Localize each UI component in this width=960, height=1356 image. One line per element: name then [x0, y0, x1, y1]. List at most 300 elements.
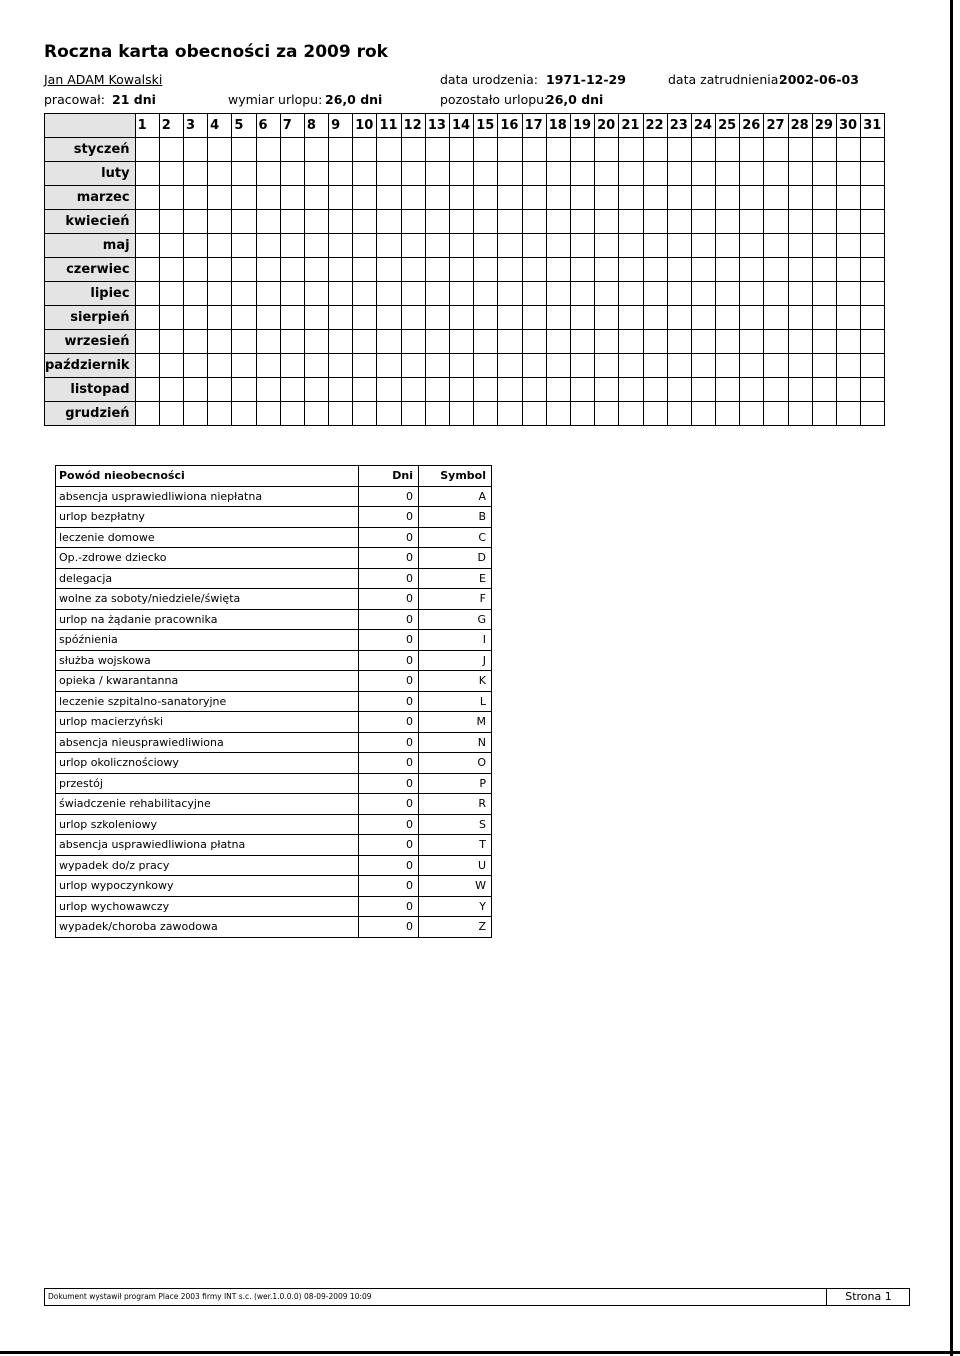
day-cell	[159, 162, 183, 186]
day-cell	[329, 354, 353, 378]
day-cell	[280, 210, 304, 234]
symbol-column-header: Symbol	[419, 466, 492, 487]
day-cell	[812, 234, 836, 258]
day-cell	[256, 378, 280, 402]
hire-date-value: 2002-06-03	[779, 72, 859, 87]
day-cell	[788, 330, 812, 354]
days-cell: 0	[359, 876, 419, 897]
day-cell	[353, 354, 377, 378]
day-cell	[788, 282, 812, 306]
symbol-cell: P	[419, 773, 492, 794]
day-cell	[183, 378, 207, 402]
reason-cell: absencja nieusprawiedliwiona	[56, 732, 359, 753]
day-header: 28	[788, 114, 812, 138]
table-row	[56, 712, 492, 733]
day-cell	[280, 258, 304, 282]
day-cell	[595, 234, 619, 258]
day-cell	[643, 234, 667, 258]
day-cell	[764, 354, 788, 378]
day-cell	[570, 378, 594, 402]
month-row	[45, 258, 885, 282]
day-cell	[691, 210, 715, 234]
days-cell: 0	[359, 814, 419, 835]
day-cell	[232, 258, 256, 282]
day-cell	[208, 306, 232, 330]
day-cell	[377, 234, 401, 258]
day-cell	[740, 306, 764, 330]
day-cell	[353, 282, 377, 306]
day-cell	[667, 234, 691, 258]
month-row	[45, 306, 885, 330]
day-cell	[522, 330, 546, 354]
symbol-cell: B	[419, 507, 492, 528]
symbol-cell: N	[419, 732, 492, 753]
day-cell	[329, 138, 353, 162]
day-cell	[643, 282, 667, 306]
day-cell	[667, 330, 691, 354]
month-row	[45, 402, 885, 426]
day-cell	[450, 330, 474, 354]
day-cell	[716, 210, 740, 234]
day-cell	[691, 258, 715, 282]
month-row	[45, 186, 885, 210]
symbol-cell: S	[419, 814, 492, 835]
day-cell	[450, 378, 474, 402]
day-cell	[740, 402, 764, 426]
day-cell	[861, 186, 885, 210]
day-cell	[208, 354, 232, 378]
day-cell	[740, 282, 764, 306]
day-cell	[522, 258, 546, 282]
day-cell	[377, 138, 401, 162]
day-cell	[522, 402, 546, 426]
table-row	[56, 753, 492, 774]
table-row	[56, 814, 492, 835]
day-cell	[498, 162, 522, 186]
table-row	[56, 917, 492, 938]
day-cell	[522, 210, 546, 234]
day-cell	[450, 138, 474, 162]
day-cell	[837, 354, 861, 378]
day-cell	[740, 210, 764, 234]
day-cell	[522, 354, 546, 378]
month-label: czerwiec	[45, 258, 136, 282]
day-cell	[474, 282, 498, 306]
day-cell	[280, 186, 304, 210]
day-cell	[208, 378, 232, 402]
day-cell	[401, 138, 425, 162]
day-cell	[740, 186, 764, 210]
day-cell	[812, 186, 836, 210]
day-cell	[498, 378, 522, 402]
day-cell	[353, 306, 377, 330]
day-cell	[667, 186, 691, 210]
day-cell	[353, 210, 377, 234]
day-cell	[861, 210, 885, 234]
days-cell: 0	[359, 671, 419, 692]
day-cell	[256, 162, 280, 186]
day-header: 13	[425, 114, 449, 138]
days-cell: 0	[359, 732, 419, 753]
month-row	[45, 282, 885, 306]
day-cell	[280, 162, 304, 186]
day-cell	[570, 330, 594, 354]
symbol-cell: E	[419, 568, 492, 589]
calendar-corner-cell	[45, 114, 136, 138]
day-cell	[861, 234, 885, 258]
day-cell	[619, 258, 643, 282]
table-row	[56, 548, 492, 569]
birth-date-value: 1971-12-29	[546, 72, 626, 87]
day-cell	[474, 138, 498, 162]
day-cell	[401, 234, 425, 258]
day-cell	[280, 402, 304, 426]
day-cell	[570, 402, 594, 426]
day-cell	[329, 330, 353, 354]
day-header: 7	[280, 114, 304, 138]
day-cell	[570, 210, 594, 234]
day-cell	[522, 306, 546, 330]
table-row	[56, 630, 492, 651]
day-cell	[546, 354, 570, 378]
day-cell	[691, 306, 715, 330]
day-cell	[570, 162, 594, 186]
worked-value: 21 dni	[112, 92, 156, 107]
day-cell	[837, 330, 861, 354]
day-cell	[474, 210, 498, 234]
day-cell	[159, 138, 183, 162]
days-cell: 0	[359, 589, 419, 610]
day-cell	[764, 402, 788, 426]
day-cell	[304, 258, 328, 282]
day-cell	[183, 234, 207, 258]
day-cell	[135, 330, 159, 354]
day-cell	[788, 354, 812, 378]
day-cell	[522, 282, 546, 306]
day-cell	[595, 138, 619, 162]
day-cell	[474, 234, 498, 258]
day-header: 6	[256, 114, 280, 138]
day-cell	[595, 258, 619, 282]
attendance-calendar	[44, 113, 885, 426]
leave-label: wymiar urlopu:	[228, 92, 323, 107]
day-cell	[740, 330, 764, 354]
day-cell	[861, 282, 885, 306]
remaining-leave-value: 26,0 dni	[546, 92, 604, 107]
day-cell	[280, 306, 304, 330]
day-cell	[425, 282, 449, 306]
table-row	[56, 691, 492, 712]
day-cell	[425, 138, 449, 162]
day-cell	[619, 282, 643, 306]
reason-cell: urlop na żądanie pracownika	[56, 609, 359, 630]
day-cell	[329, 402, 353, 426]
day-cell	[619, 186, 643, 210]
day-cell	[667, 306, 691, 330]
day-cell	[353, 234, 377, 258]
day-cell	[764, 186, 788, 210]
day-cell	[304, 162, 328, 186]
day-cell	[280, 330, 304, 354]
day-cell	[208, 402, 232, 426]
symbol-cell: L	[419, 691, 492, 712]
day-header: 23	[667, 114, 691, 138]
day-header: 3	[183, 114, 207, 138]
reason-cell: opieka / kwarantanna	[56, 671, 359, 692]
day-cell	[377, 162, 401, 186]
day-cell	[691, 186, 715, 210]
reason-cell: delegacja	[56, 568, 359, 589]
reason-cell: wolne za soboty/niedziele/święta	[56, 589, 359, 610]
day-cell	[377, 402, 401, 426]
day-header: 21	[619, 114, 643, 138]
day-header: 16	[498, 114, 522, 138]
days-cell: 0	[359, 691, 419, 712]
day-cell	[183, 402, 207, 426]
day-cell	[643, 210, 667, 234]
day-cell	[643, 378, 667, 402]
symbol-cell: A	[419, 486, 492, 507]
reason-cell: urlop wypoczynkowy	[56, 876, 359, 897]
reason-cell: urlop szkoleniowy	[56, 814, 359, 835]
day-cell	[740, 258, 764, 282]
month-label: grudzień	[45, 402, 136, 426]
symbol-cell: M	[419, 712, 492, 733]
day-cell	[135, 258, 159, 282]
day-cell	[232, 330, 256, 354]
day-cell	[135, 378, 159, 402]
day-cell	[546, 186, 570, 210]
day-header: 24	[691, 114, 715, 138]
day-cell	[232, 210, 256, 234]
symbol-cell: U	[419, 855, 492, 876]
day-cell	[450, 210, 474, 234]
days-cell: 0	[359, 548, 419, 569]
day-header: 18	[546, 114, 570, 138]
day-cell	[691, 162, 715, 186]
day-cell	[764, 162, 788, 186]
day-cell	[159, 210, 183, 234]
day-cell	[474, 186, 498, 210]
day-cell	[353, 402, 377, 426]
day-cell	[522, 234, 546, 258]
day-cell	[498, 354, 522, 378]
days-cell: 0	[359, 855, 419, 876]
day-cell	[208, 234, 232, 258]
day-cell	[159, 354, 183, 378]
day-cell	[425, 402, 449, 426]
day-cell	[304, 378, 328, 402]
day-cell	[232, 306, 256, 330]
month-row	[45, 162, 885, 186]
month-label: wrzesień	[45, 330, 136, 354]
day-cell	[546, 162, 570, 186]
day-cell	[474, 354, 498, 378]
day-cell	[595, 282, 619, 306]
day-cell	[788, 186, 812, 210]
symbol-cell: T	[419, 835, 492, 856]
day-cell	[522, 138, 546, 162]
day-cell	[232, 162, 256, 186]
reason-cell: spóźnienia	[56, 630, 359, 651]
day-cell	[667, 138, 691, 162]
day-cell	[643, 162, 667, 186]
day-cell	[353, 258, 377, 282]
day-cell	[159, 306, 183, 330]
day-cell	[377, 354, 401, 378]
day-cell	[643, 402, 667, 426]
days-cell: 0	[359, 630, 419, 651]
reason-cell: leczenie domowe	[56, 527, 359, 548]
symbol-cell: J	[419, 650, 492, 671]
day-cell	[498, 138, 522, 162]
day-cell	[667, 402, 691, 426]
day-cell	[183, 306, 207, 330]
day-header: 12	[401, 114, 425, 138]
day-header: 31	[861, 114, 885, 138]
symbol-cell: Y	[419, 896, 492, 917]
table-row	[56, 794, 492, 815]
day-cell	[716, 186, 740, 210]
day-cell	[425, 210, 449, 234]
day-cell	[837, 162, 861, 186]
symbol-cell: F	[419, 589, 492, 610]
day-cell	[812, 378, 836, 402]
month-row	[45, 354, 885, 378]
day-cell	[208, 162, 232, 186]
days-cell: 0	[359, 568, 419, 589]
day-header: 27	[764, 114, 788, 138]
table-row	[56, 671, 492, 692]
days-cell: 0	[359, 712, 419, 733]
day-header: 15	[474, 114, 498, 138]
day-cell	[353, 186, 377, 210]
table-row	[56, 876, 492, 897]
footer	[44, 1288, 910, 1306]
day-header: 29	[812, 114, 836, 138]
table-row	[56, 855, 492, 876]
day-cell	[474, 378, 498, 402]
month-label: lipiec	[45, 282, 136, 306]
day-cell	[329, 378, 353, 402]
days-cell: 0	[359, 753, 419, 774]
day-cell	[450, 306, 474, 330]
day-header: 20	[595, 114, 619, 138]
day-cell	[595, 402, 619, 426]
day-cell	[256, 354, 280, 378]
day-cell	[837, 210, 861, 234]
day-cell	[570, 258, 594, 282]
day-cell	[764, 306, 788, 330]
day-cell	[498, 282, 522, 306]
day-cell	[135, 402, 159, 426]
day-cell	[304, 186, 328, 210]
day-cell	[570, 186, 594, 210]
day-cell	[135, 282, 159, 306]
day-cell	[546, 306, 570, 330]
reasons-header-row	[56, 466, 492, 487]
day-cell	[183, 282, 207, 306]
day-cell	[837, 378, 861, 402]
day-cell	[643, 330, 667, 354]
day-cell	[595, 186, 619, 210]
day-cell	[304, 138, 328, 162]
page-border-bottom	[0, 1351, 960, 1354]
day-cell	[474, 258, 498, 282]
table-row	[56, 732, 492, 753]
day-cell	[570, 138, 594, 162]
day-cell	[256, 234, 280, 258]
day-cell	[812, 138, 836, 162]
day-cell	[183, 330, 207, 354]
day-cell	[401, 282, 425, 306]
day-cell	[329, 306, 353, 330]
day-cell	[498, 402, 522, 426]
day-cell	[619, 162, 643, 186]
day-cell	[837, 306, 861, 330]
day-cell	[788, 234, 812, 258]
day-header: 2	[159, 114, 183, 138]
day-cell	[183, 162, 207, 186]
day-cell	[256, 306, 280, 330]
day-cell	[764, 330, 788, 354]
day-cell	[546, 330, 570, 354]
day-cell	[595, 306, 619, 330]
day-cell	[208, 330, 232, 354]
day-cell	[377, 258, 401, 282]
day-cell	[232, 234, 256, 258]
day-cell	[812, 258, 836, 282]
day-cell	[619, 138, 643, 162]
day-cell	[232, 402, 256, 426]
day-cell	[716, 258, 740, 282]
day-cell	[353, 162, 377, 186]
day-cell	[788, 402, 812, 426]
day-cell	[788, 258, 812, 282]
day-cell	[353, 378, 377, 402]
day-cell	[329, 282, 353, 306]
day-cell	[691, 330, 715, 354]
day-cell	[280, 138, 304, 162]
day-cell	[329, 258, 353, 282]
day-header: 9	[329, 114, 353, 138]
day-cell	[837, 186, 861, 210]
day-cell	[667, 210, 691, 234]
day-header: 17	[522, 114, 546, 138]
day-cell	[450, 258, 474, 282]
day-cell	[764, 282, 788, 306]
day-header: 25	[716, 114, 740, 138]
symbol-cell: I	[419, 630, 492, 651]
day-cell	[716, 330, 740, 354]
day-cell	[474, 162, 498, 186]
day-cell	[329, 186, 353, 210]
day-cell	[667, 354, 691, 378]
day-header: 14	[450, 114, 474, 138]
reason-cell: urlop wychowawczy	[56, 896, 359, 917]
day-cell	[861, 330, 885, 354]
day-cell	[716, 162, 740, 186]
document-title: Roczna karta obecności za 2009 rok	[44, 42, 388, 62]
day-cell	[619, 306, 643, 330]
day-cell	[208, 138, 232, 162]
day-cell	[570, 354, 594, 378]
day-cell	[595, 210, 619, 234]
table-row	[56, 527, 492, 548]
day-cell	[595, 162, 619, 186]
day-cell	[788, 162, 812, 186]
symbol-cell: K	[419, 671, 492, 692]
